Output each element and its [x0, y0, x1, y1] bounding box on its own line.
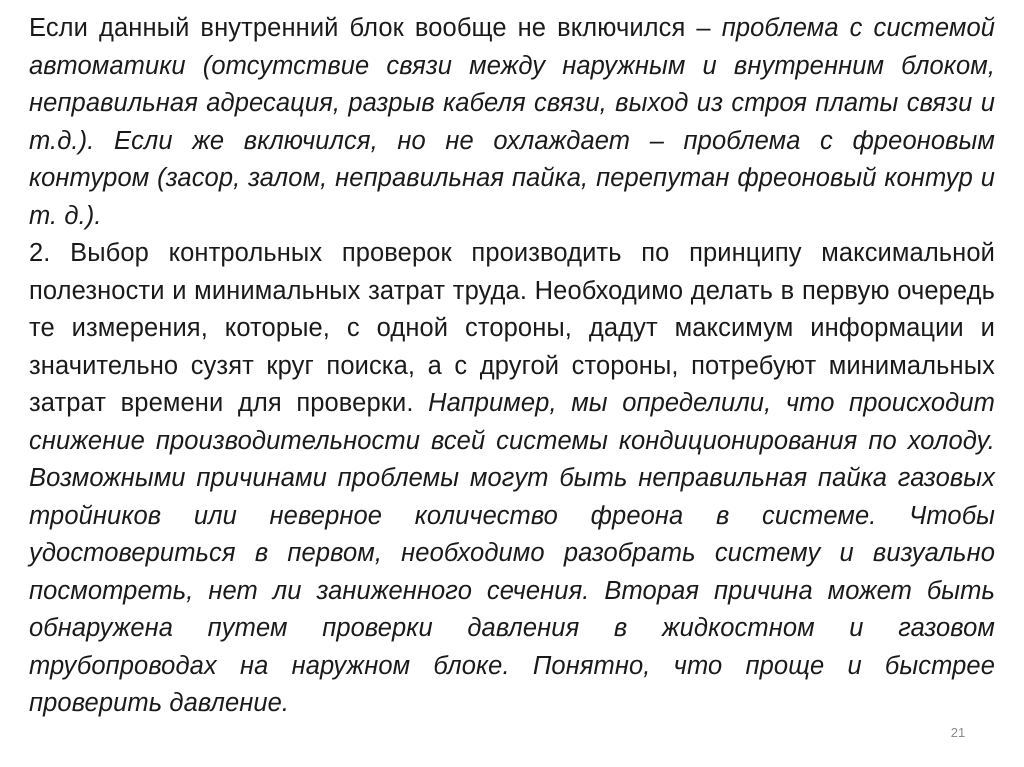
slide-text-block [29, 10, 995, 723]
paragraph-1-normal-text: Если данный внутренний блок вообще не включился – [29, 14, 722, 42]
paragraph-control-checks [29, 235, 995, 723]
paragraph-1-italic-text: проблема с системой автоматики (отсутствие связи между наружным и внутренним блоком, неправильная адресация, разрыв кабеля связи, выход из строя платы связи и т.д.). Если же включился, но не охлаждает – проблема с фреоновым контуром (засор, залом, неправильная пайка, перепутан фреоновый контур и т. д.). [29, 14, 996, 230]
paragraph-2-normal-text: 2. Выбор контрольных проверок производить по принципу максимальной полезности и минимальных затрат труда. Необходимо делать в первую очередь те измерения, которые, с одной стороны, дадут максимум информации и значительно сузят круг поиска, а с другой стороны, потребуют минимальных затрат времени для проверки. [29, 239, 995, 417]
page-number: 21 [950, 725, 966, 740]
paragraph-2-italic-text: Например, мы определили, что происходит снижение производительности всей системы кондиционирования по холоду. Возможными причинами проблемы могут быть неправильная пайка газовых тройников или неверное количество фреона в системе. Чтобы удостовериться в первом, необходимо разобрать систему и визуально посмотреть, нет ли заниженного сечения. Вторая причина может быть обнаружена путем проверки давления в жидкостном и газовом трубопроводах на наружном блоке. Понятно, что проще и быстрее проверить давление. [29, 389, 995, 717]
paragraph-automation-check [29, 10, 995, 235]
